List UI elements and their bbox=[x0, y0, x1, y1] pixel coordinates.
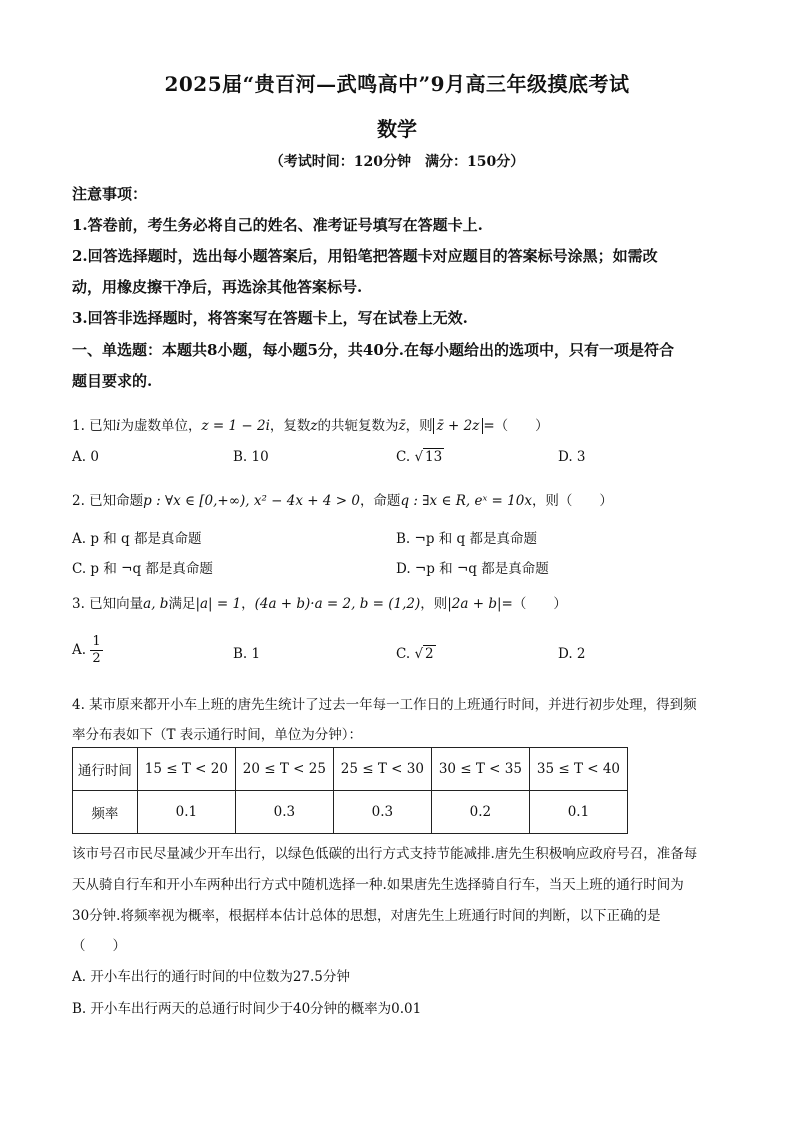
q1-option-b: B. 10 bbox=[233, 449, 269, 465]
q4-option-b: B. 开小车出行两天的总通行时间少于40分钟的概率为0.01 bbox=[72, 1001, 422, 1017]
q3-option-a bbox=[72, 634, 103, 667]
q1-text-2: 为虚数单位， bbox=[120, 418, 202, 434]
q2-text-2: ，命题 bbox=[359, 493, 401, 509]
q3-condition-2: (4a + b)·a = 2, b = (1,2) bbox=[254, 596, 421, 612]
q1-expression: z̄ + 2z bbox=[433, 418, 484, 434]
table-cell: 25 ≤ T < 30 bbox=[333, 748, 431, 791]
q2-option-a: A. p 和 q 都是真命题 bbox=[72, 531, 202, 547]
q3-option-c-label: C. bbox=[396, 646, 415, 662]
table-cell: 通行时间 bbox=[73, 748, 138, 791]
q1-option-a: A. 0 bbox=[72, 449, 99, 465]
table-cell: 0.3 bbox=[333, 791, 431, 834]
q1-text-3: ，复数 bbox=[269, 418, 311, 434]
exam-title: 2025届“贵百河—武鸣高中”9月高三年级摸底考试 bbox=[164, 72, 630, 96]
table-cell: 0.2 bbox=[431, 791, 529, 834]
q1-text-6: =（ ） bbox=[483, 418, 549, 434]
q1-z: z bbox=[310, 418, 318, 434]
q1-option-c-radicand: 13 bbox=[425, 449, 443, 465]
question-4-line-6: （ ） bbox=[72, 938, 126, 954]
notes-heading: 注意事项： bbox=[72, 185, 148, 203]
q3-option-d: D. 2 bbox=[558, 646, 586, 662]
q3-option-a-label: A. bbox=[72, 642, 87, 658]
table-cell: 15 ≤ T < 20 bbox=[137, 748, 235, 791]
question-4-line-4: 天从骑自行车和开小车两种出行方式中随机选择一种.如果唐先生选择骑自行车，当天上班的通行时间为 bbox=[72, 877, 684, 893]
frequency-table bbox=[72, 747, 628, 834]
q3-fraction-denominator: 2 bbox=[92, 651, 101, 666]
notes-item-1: 1.答卷前，考生务必将自己的姓名、准考证号填写在答题卡上. bbox=[72, 216, 483, 234]
q3-text-3: ，则 bbox=[420, 596, 448, 612]
section-1-line-2: 题目要求的. bbox=[72, 372, 153, 390]
q2-option-c: C. p 和 ¬q 都是真命题 bbox=[72, 561, 213, 577]
q3-expression: |2a + b| bbox=[447, 596, 502, 612]
question-1 bbox=[72, 414, 549, 434]
q2-proposition-p: p : ∀x ∈ [0,+∞), x² − 4x + 4 > 0 bbox=[143, 493, 360, 509]
q1-i: i bbox=[116, 418, 121, 434]
q1-option-d: D. 3 bbox=[558, 449, 586, 465]
table-cell: 35 ≤ T < 40 bbox=[529, 748, 627, 791]
question-4-line-1: 4. 某市原来都开小车上班的唐先生统计了过去一年每一工作日的上班通行时间，并进行初步处理，得到频 bbox=[72, 697, 697, 713]
table-cell: 0.1 bbox=[137, 791, 235, 834]
q3-option-c: C. √ 2 bbox=[396, 646, 434, 662]
q2-text-1: 2. 已知命题 bbox=[72, 493, 144, 509]
table-cell: 20 ≤ T < 25 bbox=[235, 748, 333, 791]
q2-option-b: B. ¬p 和 q 都是真命题 bbox=[396, 531, 537, 547]
q2-option-d: D. ¬p 和 ¬q 都是真命题 bbox=[396, 561, 549, 577]
q4-option-a: A. 开小车出行的通行时间的中位数为27.5分钟 bbox=[72, 969, 350, 985]
table-row bbox=[73, 791, 628, 834]
q3-vectors: a, b bbox=[143, 596, 169, 612]
question-2 bbox=[72, 489, 613, 509]
exam-time-info: （考试时间：120分钟 满分：150分） bbox=[269, 154, 525, 170]
q3-text-1: 3. 已知向量 bbox=[72, 596, 144, 612]
q2-text-3: ，则（ ） bbox=[531, 493, 613, 509]
q1-zbar: z̄ bbox=[398, 418, 406, 434]
q3-option-c-radicand: 2 bbox=[425, 646, 434, 662]
q1-option-c: C. √ 13 bbox=[396, 449, 443, 465]
q1-option-c-label: C. bbox=[396, 449, 415, 465]
q2-proposition-q: q : ∃x ∈ R, eˣ = 10x bbox=[400, 493, 532, 509]
table-header-row bbox=[73, 748, 628, 791]
notes-item-2b: 动，用橡皮擦干净后，再选涂其他答案标号. bbox=[72, 278, 363, 296]
table-cell: 0.3 bbox=[235, 791, 333, 834]
q3-text-4: =（ ） bbox=[501, 596, 567, 612]
notes-item-3: 3.回答非选择题时，将答案写在答题卡上，写在试卷上无效. bbox=[72, 309, 468, 327]
q3-option-a-fraction bbox=[90, 634, 102, 667]
question-4-line-3: 该市号召市民尽量减少开车出行，以绿色低碳的出行方式支持节能减排.唐先生积极响应政府号召，准备每 bbox=[72, 846, 698, 862]
notes-item-2a: 2.回答选择题时，选出每小题答案后，用铅笔把答题卡对应题目的答案标号涂黑；如需改 bbox=[72, 247, 658, 265]
q1-text-5: ，则 bbox=[405, 418, 433, 434]
question-3: 3. 已知向量a, b满足|a| = 1，(4a + b)·a = 2, b = (1,2)，则|2a + b|=（ ） bbox=[72, 596, 567, 612]
q1-text-4: 的共轭复数为 bbox=[317, 418, 399, 434]
exam-subject: 数学 bbox=[377, 117, 417, 141]
question-4-line-2: 率分布表如下（T 表示通行时间，单位为分钟）： bbox=[72, 727, 363, 743]
q1-text-1: 1. 已知 bbox=[72, 418, 117, 434]
q3-condition-1: |a| = 1 bbox=[195, 596, 242, 612]
q3-fraction-numerator: 1 bbox=[92, 634, 101, 649]
q3-option-b: B. 1 bbox=[233, 646, 261, 662]
q1-equation: z = 1 − 2i bbox=[201, 418, 270, 434]
question-4-line-5: 30分钟.将频率视为概率，根据样本估计总体的思想，对唐先生上班通行时间的判断，以下正确的是 bbox=[72, 908, 661, 924]
table-cell: 频率 bbox=[73, 791, 138, 834]
table-cell: 0.1 bbox=[529, 791, 627, 834]
q3-text-2: 满足 bbox=[168, 596, 196, 612]
table-cell: 30 ≤ T < 35 bbox=[431, 748, 529, 791]
section-1-line-1: 一、单选题：本题共8小题，每小题5分，共40分.在每小题给出的选项中，只有一项是符合 bbox=[72, 341, 674, 359]
